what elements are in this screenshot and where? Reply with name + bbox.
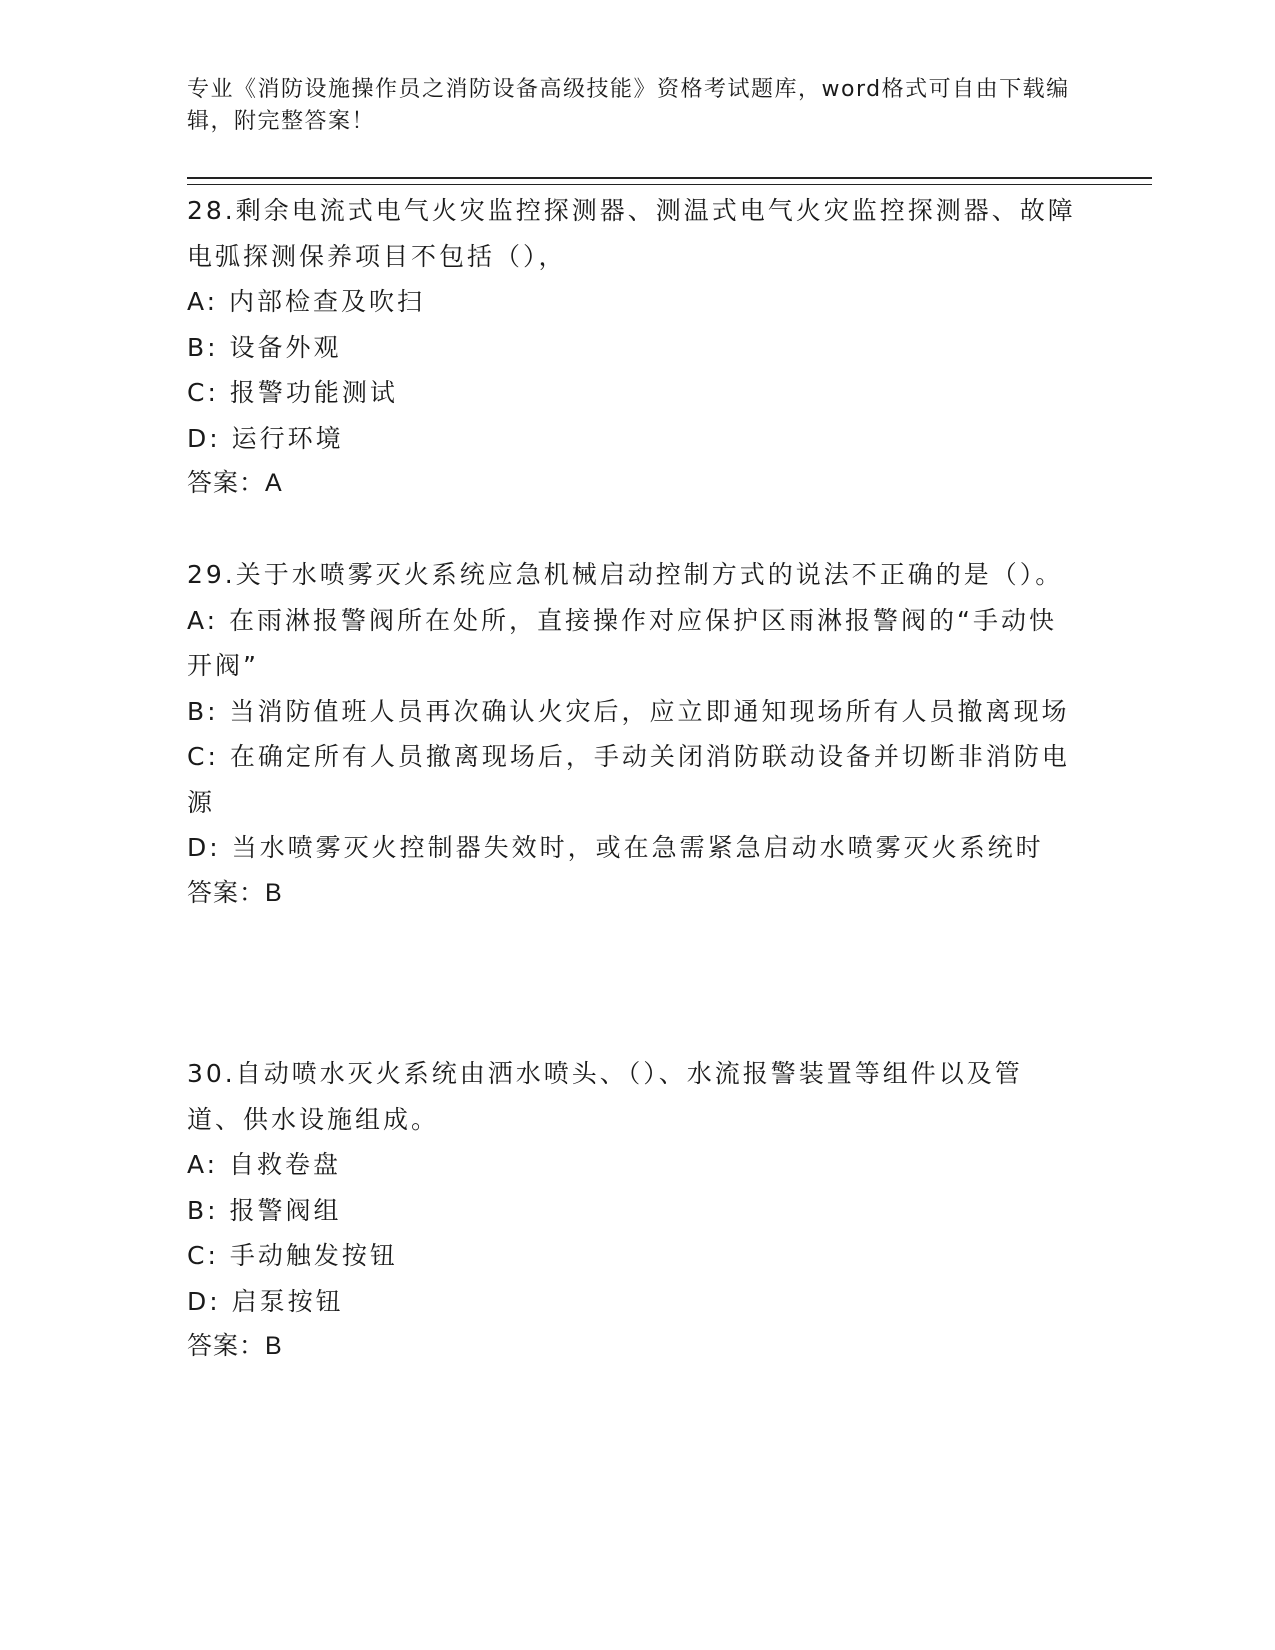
header-divider (187, 177, 1152, 185)
option-c: C: 手动触发按钮 (187, 1241, 398, 1270)
option-d: D: 运行环境 (187, 423, 344, 453)
question-stem: 30.自动喷水灭火系统由洒水喷头、（）、水流报警装置等组件以及管道、供水设施组成。 (187, 1059, 1023, 1134)
option-a: A: 内部检查及吹扫 (187, 287, 426, 316)
question-28 (187, 188, 1077, 507)
question-stem: 28.剩余电流式电气火灾监控探测器、测温式电气火灾监控探测器、故障电弧探测保养项目不包括（）， (187, 196, 1076, 271)
question-29 (187, 552, 1077, 916)
answer-line: 答案：B (187, 1332, 283, 1360)
page-header: 专业《消防设施操作员之消防设备高级技能》资格考试题库，word格式可自由下载编辑，附完整答案！ (187, 77, 1070, 134)
answer-line: 答案：B (187, 878, 283, 907)
option-a: A: 在雨淋报警阀所在处所，直接操作对应保护区雨淋报警阀的“手动快开阀” (187, 605, 1057, 680)
option-b: B: 设备外观 (187, 332, 342, 362)
answer-line: 答案：A (187, 469, 283, 497)
option-d: D: 当水喷雾灭火控制器失效时，或在急需紧急启动水喷雾灭火系统时 (187, 833, 1044, 862)
question-stem: 29.关于水喷雾灭火系统应急机械启动控制方式的说法不正确的是（）。 (187, 560, 1064, 589)
question-30 (187, 1051, 1077, 1370)
option-b: B: 报警阀组 (187, 1195, 342, 1225)
option-c: C: 在确定所有人员撤离现场后，手动关闭消防联动设备并切断非消防电源 (187, 742, 1070, 817)
option-b: B: 当消防值班人员再次确认火灾后，应立即通知现场所有人员撤离现场 (187, 696, 1070, 726)
option-d: D: 启泵按钮 (187, 1286, 344, 1316)
option-c: C: 报警功能测试 (187, 378, 398, 407)
option-a: A: 自救卷盘 (187, 1150, 342, 1179)
